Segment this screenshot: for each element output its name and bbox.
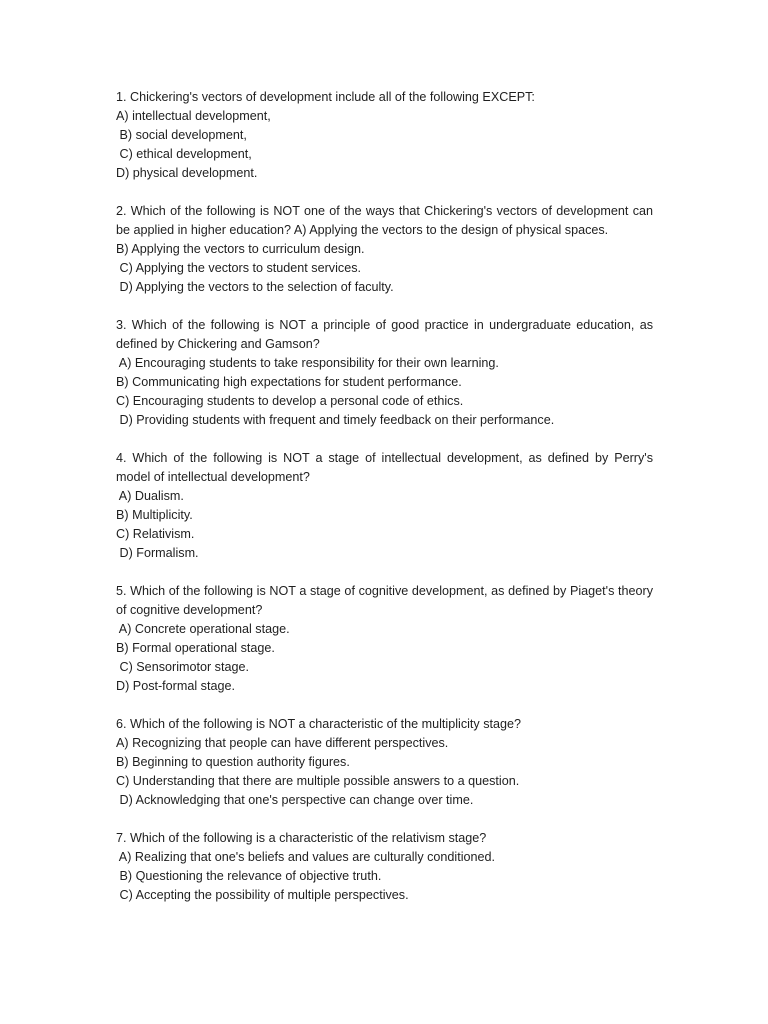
answer-option: C) Understanding that there are multiple possible answers to a question. [116,774,520,788]
question-stem: 2. Which of the following is NOT one of the ways that Chickering's vectors of development can be applied in higher education? A) Applying the vectors to the design of physical spaces. [116,204,653,237]
answer-option: B) social development, [116,128,247,142]
answer-option: B) Multiplicity. [116,508,193,522]
answer-option: A) Realizing that one's beliefs and values are culturally conditioned. [116,850,496,864]
question-6 [116,715,653,810]
answer-option: A) Recognizing that people can have different perspectives. [116,736,449,750]
question-3 [116,316,653,430]
answer-option: C) Relativism. [116,527,195,541]
question-stem: 3. Which of the following is NOT a principle of good practice in undergraduate education, as defined by Chickering and Gamson? [116,318,653,351]
question-stem: 5. Which of the following is NOT a stage of cognitive development, as defined by Piaget's theory of cognitive development? [116,584,653,617]
answer-option: D) Acknowledging that one's perspective can change over time. [116,793,474,807]
answer-option: C) Applying the vectors to student services. [116,261,361,275]
question-4 [116,449,653,563]
question-2 [116,202,653,297]
answer-option: D) Applying the vectors to the selection of faculty. [116,280,394,294]
answer-option: C) Sensorimotor stage. [116,660,249,674]
answer-option: D) Formalism. [116,546,199,560]
answer-option: A) intellectual development, [116,109,271,123]
question-stem: 4. Which of the following is NOT a stage of intellectual development, as defined by Perry's model of intellectual development? [116,451,653,484]
answer-option: A) Concrete operational stage. [116,622,290,636]
question-5 [116,582,653,696]
answer-option: C) ethical development, [116,147,252,161]
answer-option: B) Communicating high expectations for student performance. [116,375,462,389]
answer-option: B) Beginning to question authority figures. [116,755,350,769]
answer-option: B) Questioning the relevance of objective truth. [116,869,382,883]
answer-option: D) Providing students with frequent and timely feedback on their performance. [116,413,555,427]
question-1 [116,88,653,183]
question-stem: 1. Chickering's vectors of development include all of the following EXCEPT: [116,90,535,104]
question-stem: 7. Which of the following is a characteristic of the relativism stage? [116,831,487,845]
answer-option: B) Formal operational stage. [116,641,275,655]
answer-option: C) Accepting the possibility of multiple perspectives. [116,888,409,902]
question-7 [116,829,653,905]
answer-option: C) Encouraging students to develop a personal code of ethics. [116,394,464,408]
answer-option: D) physical development. [116,166,258,180]
document-page [116,88,653,924]
answer-option: B) Applying the vectors to curriculum design. [116,242,365,256]
answer-option: D) Post-formal stage. [116,679,235,693]
question-stem: 6. Which of the following is NOT a characteristic of the multiplicity stage? [116,717,522,731]
answer-option: A) Dualism. [116,489,184,503]
answer-option: A) Encouraging students to take responsibility for their own learning. [116,356,499,370]
